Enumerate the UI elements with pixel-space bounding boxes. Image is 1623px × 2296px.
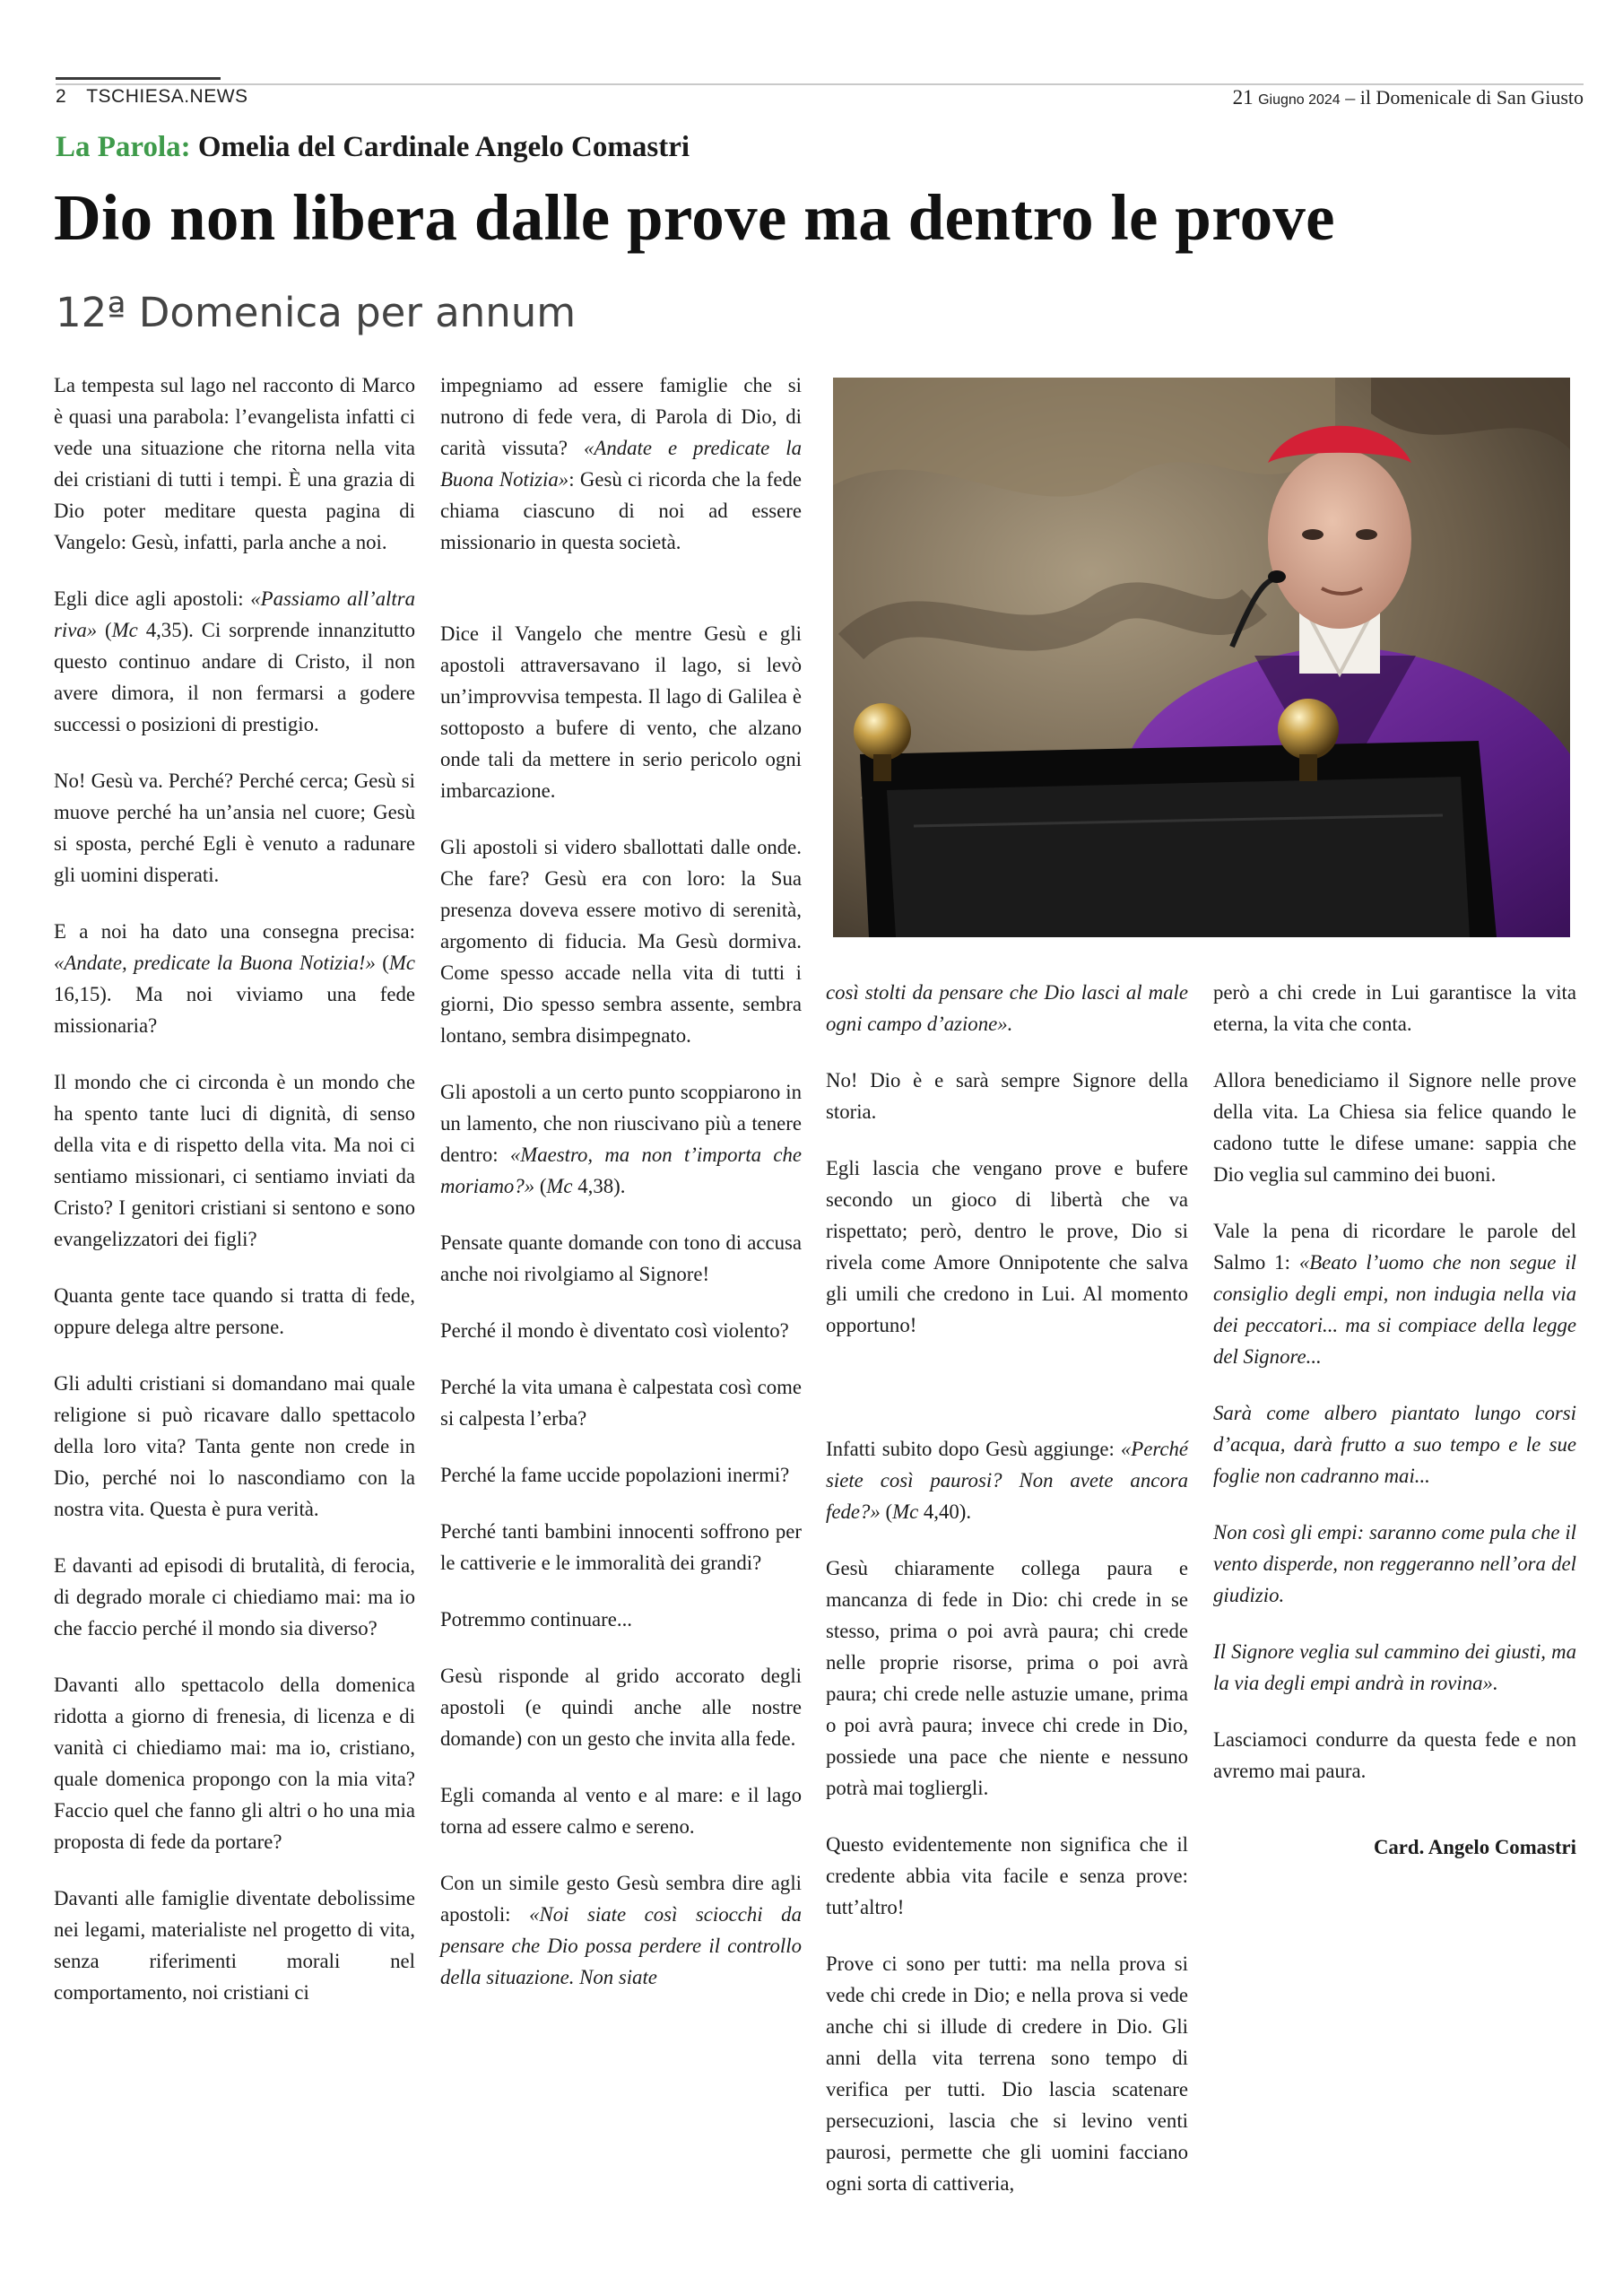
article-column-3 [826,977,1188,2224]
paragraph: No! Gesù va. Perché? Perché cerca; Gesù si muove perché ha un’ansia nel cuore; Gesù si sposta, perché Egli è venuto a radunare gli uomini disperati. [54,770,415,886]
paragraph: E davanti ad episodi di brutalità, di ferocia, di degrado morale ci chiediamo mai: ma io che faccio perché il mondo sia diverso? [54,1554,415,1639]
page-number: 2 [56,86,67,107]
kicker-text: Omelia del Cardinale Angelo Comastri [197,131,690,163]
paragraph: Il mondo che ci circonda è un mondo che ha spento tante luci di dignità, di senso della vita e di rispetto della vita. Ma noi ci sentiamo missionari, ci sentiamo inviati da Cristo? I genitori cristiani si sentono e sono evangelizzatori dei figli? [54,1071,415,1250]
text-run: ( [534,1175,547,1197]
paragraph: Quanta gente tace quando si tratta di fede, oppure delega altre persone. [54,1284,415,1338]
text-run: 4,38). [572,1175,626,1197]
text-run: 4,40). [918,1500,972,1523]
gospel-reference: Mc [111,619,138,641]
date-month-year: Giugno 2024 [1258,92,1341,108]
text-run: ( [97,619,112,641]
paragraph: Gli adulti cristiani si domandano mai quale religione si può ricavare dallo spettacolo della loro vita? Tanta gente non crede in Dio, perché noi lo nascondiamo con la nostra vita. Questa è pura verità. [54,1372,415,1520]
page-header-right [1233,86,1584,109]
gospel-quote: «Andate e predicate la Buona Notizia» [440,437,802,491]
text-run: Egli dice agli apostoli: [54,587,251,610]
gospel-quote: «Passiamo all’altra riva» [54,587,415,641]
gospel-quote: «Andate, predicate la Buona Notizia!» [54,952,376,974]
psalm-quote: «Beato l’uomo che non segue il consiglio degli empi, non indugia nella via dei peccatori... ma si compiace della legge del Signore... [1213,1251,1576,1368]
text-run: : Gesù ci ricorda che la fede chiama ciascuno di noi ad essere missionario in questa società. [440,468,802,553]
text-run: Infatti subito dopo Gesù aggiunge: [826,1438,1121,1460]
paragraph: Pensate quante domande con tono di accusa anche noi rivolgiamo al Signore! [440,1231,802,1285]
paragraph: Perché il mondo è diventato così violento? [440,1319,789,1342]
article-kicker [56,131,690,164]
paragraph [440,370,802,558]
paragraph [1213,1215,1576,1372]
paragraph [54,583,415,740]
paragraph: Perché la fame uccide popolazioni inermi? [440,1464,790,1486]
article-column-4 [1213,977,1576,1888]
text-run: Con un simile gesto Gesù sembra dire agli apostoli: [440,1872,802,1926]
article-subtitle: 12ª Domenica per annum [56,289,577,336]
paragraph: Gesù risponde al grido accorato degli apostoli (e quindi anche alle nostre domande) con un gesto che invita alla fede. [440,1665,802,1750]
header-rule [56,83,1584,85]
text-run: 4,35). Ci sorprende innanzitutto questo continuo andare di Cristo, il non avere dimora, il non fermarsi a godere successi o posizioni di prestigio. [54,619,415,735]
paragraph: Gli apostoli si videro sballottati dalle onde. Che fare? Gesù era con loro: la Sua presenza doveva essere motivo di serenità, argomento di fiducia. Ma Gesù dormiva. Come spesso accade nella vita di tutti i giorni, Dio spesso sembra assente, sembra lontano, sembra disimpegnato. [440,836,802,1047]
psalm-quote: Non così gli empi: saranno come pula che il vento disperde, non reggeranno nell’ora del giudizio. [1213,1521,1576,1606]
paragraph [826,977,1188,1039]
gospel-reference: Mc [546,1175,573,1197]
text-run: ( [880,1500,893,1523]
paragraph [54,916,415,1041]
article-column-1 [54,370,415,2033]
paragraph: Dice il Vangelo che mentre Gesù e gli apostoli attraversavano il lago, si levò un’improvvisa tempesta. Il lago di Galilea è sottoposto a bufere di vento, che alzano onde tali da mettere in serio pericolo ogni imbarcazione. [440,622,802,802]
paragraph: Allora benediciamo il Signore nelle prove della vita. La Chiesa sia felice quando le cadono tutte le difese umane: sappia che Dio veglia sul cammino dei buoni. [1213,1069,1576,1186]
paragraph: No! Dio è e sarà sempre Signore della storia. [826,1069,1188,1123]
text-run: ( [375,952,389,974]
publication-name: TSCHIESA.NEWS [86,86,248,107]
psalm-quote: Il Signore veglia sul cammino dei giusti, ma la via degli empi andrà in rovina». [1213,1640,1576,1694]
paragraph [440,1867,802,1993]
text-run: Vale la pena di ricordare le parole del Salmo 1: [1213,1220,1576,1274]
photo-illustration [833,378,1570,937]
article-title: Dio non libera dalle prove ma dentro le prove [54,181,1335,254]
column-spacer [826,1366,1188,1433]
header-accent-bar [56,77,221,80]
text-run: E a noi ha dato una consegna precisa: [54,920,415,943]
paragraph [826,1433,1188,1527]
gospel-quote: così stolti da pensare che Dio lasci al male ogni campo d’azione». [826,981,1188,1035]
cardinal-preaching-photo [833,378,1570,937]
paragraph: Perché tanti bambini innocenti soffrono per le cattiverie e le immoralità dei grandi? [440,1520,802,1574]
paragraph: Davanti alle famiglie diventate debolissime nei legami, materialiste nel progetto di vita, senza riferimenti morali nel comportamento, noi cristiani ci [54,1887,415,2004]
psalm-quote: Sarà come albero piantato lungo corsi d’acqua, darà frutto a suo tempo e le sue foglie non cadranno mai... [1213,1402,1576,1487]
gospel-quote: «Perché siete così paurosi? Non avete ancora fede?» [826,1438,1188,1523]
paragraph: Perché la vita umana è calpestata così come si calpesta l’erba? [440,1376,802,1430]
author-signature: Card. Angelo Comastri [1373,1836,1576,1858]
paragraph [1213,1636,1576,1699]
kicker-section: La Parola: [56,131,191,163]
paragraph: Davanti allo spettacolo della domenica ridotta a giorno di frenesia, di licenza e di vanità ci chiediamo mai: ma io, cristiano, quale domenica propongo con la mia vita? Faccio quel che fanno gli altri o ho una mia proposta di fede da portare? [54,1674,415,1853]
edition-name: – il Domenicale di San Giusto [1345,86,1584,109]
column-spacer [440,583,802,618]
text-run: Gli apostoli a un certo punto scoppiarono in un lamento, che non riuscivano più a tenere dentro: [440,1081,802,1166]
paragraph: La tempesta sul lago nel racconto di Marco è quasi una parabola: l’evangelista infatti ci vede una situazione che ritorna nella vita dei cristiani di tutti i tempi. È una grazia di Dio poter meditare questa pagina di Vangelo: Gesù, infatti, parla anche a noi. [54,374,415,553]
paragraph: Egli lascia che vengano prove e bufere secondo un gioco di libertà che va rispettato; però, dentro le prove, Dio si rivela come Amore Onnipotente che salva gli umili che credono in Lui. Al momento opportuno! [826,1157,1188,1336]
gospel-reference: Mc [892,1500,919,1523]
paragraph [1213,1397,1576,1492]
paragraph: Gesù chiaramente collega paura e mancanza di fede in Dio: chi crede in se stesso, prima o poi avrà paura; chi crede nelle proprie risorse, prima o poi avrà paura; chi crede nelle astuzie umane, prima o poi avrà paura; invece chi crede in Dio, possiede una pace che niente e nessuno potrà mai togliergli. [826,1557,1188,1799]
gospel-quote: «Maestro, ma non t’importa che moriamo?» [440,1144,802,1197]
text-run: 16,15). Ma noi viviamo una fede missionaria? [54,983,415,1037]
paragraph [1213,1517,1576,1611]
paragraph: Potremmo continuare... [440,1608,632,1631]
paragraph: Egli comanda al vento e al mare: e il lago torna ad essere calmo e sereno. [440,1784,802,1838]
paragraph [440,1076,802,1202]
paragraph: Questo evidentemente non significa che il credente abbia vita facile e senza prove: tutt’altro! [826,1833,1188,1918]
date-day: 21 [1232,86,1254,109]
article-column-2 [440,370,802,2018]
paragraph: Prove ci sono per tutti: ma nella prova si vede chi crede in Dio; e nella prova si vede anche chi si illude di credere in Dio. Gli anni della vita terrena sono tempo di verifica per tutti. Dio lascia scatenare persecuzioni, lascia che si levino venti paurosi, permette che gli uomini facciano ogni sorta di cattiveria, [826,1952,1188,2195]
gospel-reference: Mc [388,952,415,974]
gospel-quote: «Noi siate così sciocchi da pensare che Dio possa perdere il controllo della situazione. Non siate [440,1903,802,1988]
paragraph: Lasciamoci condurre da questa fede e non avremo mai paura. [1213,1728,1576,1782]
paragraph: però a chi crede in Lui garantisce la vita eterna, la vita che conta. [1213,981,1576,1035]
page-header-left [56,86,248,108]
text-run: impegniamo ad essere famiglie che si nutrono di fede vera, di Parola di Dio, di carità vissuta? [440,374,802,459]
